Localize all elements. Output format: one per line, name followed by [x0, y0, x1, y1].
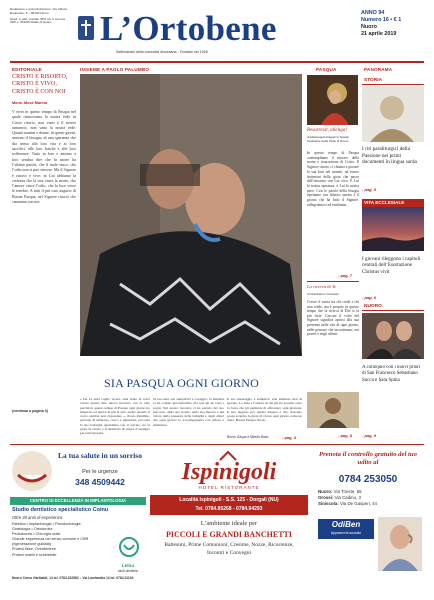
nuoro-page-ref: - pag. 9: [362, 433, 377, 438]
udito-nuoro-addr: Via Trieste, 65: [333, 489, 362, 494]
editorial-headline: CRISTO È RISORTO, CRISTO È VIVO, CRISTO È CON NOI: [12, 74, 68, 95]
service-item: Estetica • Implantologia • Parodontologia: [12, 522, 81, 526]
nuoro-header: NUORO: [362, 303, 424, 311]
hotel-name: Ispinigoli: [181, 459, 277, 485]
odiben-brand-sub: Apparecchi acustici: [330, 531, 362, 535]
ads-rule: [10, 444, 424, 445]
vita-page-ref: - pag. 6: [362, 295, 377, 300]
pasqua-section-tag: PASQUA: [316, 67, 337, 72]
coinu-logo: [114, 535, 144, 565]
implantology-banner: CENTRO DI ECCELLENZA IN IMPLANTOLOGIA: [10, 497, 146, 505]
smile-graphic: [10, 449, 54, 493]
pasqua-painting: [307, 75, 358, 125]
studio-services: [12, 522, 108, 574]
service-item: Pedodonzia • Chirurgia orale: [12, 532, 61, 537]
masthead-address: Redazione e amministrazione: Via Vittorio Emanuele, 8 – 08100 Nuoro: [10, 8, 68, 15]
masthead-info: [10, 8, 70, 34]
coinu-address: Nuoro Corso Garibaldi, 14 tel. 0784.232582 – Via Lombardia 14 tel. 0784.31134: [12, 576, 134, 580]
editorial-body: V errei in questo tempo di Pasqua nel quale rinnoviamo la nostra fede in Cristo risorto, non vano è il nostro annuncio, non vana la nostra fede. Quanti uomini e donne, in questi giorni, sentono il bisogno di una speranza che dia senso alla loro vita e ai loro sacrifici, alle loro fatiche e alle loro sofferenze. Tutto in loro e intorno a loro sembra dire che la morte ha l’ultima parola, che il male vince, che l’odio non si può vincere. Ma il Signore è risorto e vive: in Lui abbiamo la certezza che la vita vince la morte, che l’amore vince l’odio, che la luce vince le tenebre. A tutti il più caro augurio di Buona Pasqua, nel Signore risorto che cammina con noi.: [12, 109, 76, 205]
editorial-section-tag: EDITORIALE: [12, 67, 42, 72]
studio-sub: Oltre 30 anni di esperienza: [12, 515, 63, 520]
ricerca-byline: di Gianfranco Cubeddu: [307, 292, 339, 296]
editorial-continue: (continua a pagina 3): [12, 409, 48, 413]
hotel-location: Località Ispinigoli - S.S. 125 - Dorgali (NU): [179, 497, 279, 503]
issue-year: ANNO 94: [361, 10, 385, 16]
vita-image: [362, 207, 424, 251]
udito-phone: 0784 253050: [338, 474, 398, 485]
issue-info: [361, 10, 427, 54]
udito-siniscola-label: Siniscola:: [318, 501, 339, 506]
hotel-sub: HOTEL RISTORANTE: [198, 485, 260, 490]
vita-header: VITA ECCLESIALE: [362, 199, 424, 207]
hotel-ideal: L’ambiente ideale per: [200, 520, 258, 527]
odiben-logo: [318, 519, 374, 539]
udito-siniscola-addr: Via De Gasperi, 44: [339, 501, 378, 506]
center-col1: « Da 21 anni voglio vivere, anzi sento di voler vivere questo mio nuovo incontro con la vita, perché in questo tempo di Pasqua ogni giorno ho imparato ad amare di più la vita, anche quando il corpo sembra non rispondere ». Paolo Palumbo, giovane di Oristano, cuoco e musicista, racconta la sua battaglia quotidiana con il sorriso, tra la gioia di vivere e il desiderio di essere d’esempio per tanti giovani.: [80, 397, 150, 436]
hotel-banquets: PICCOLI E GRANDI BANCHETTI: [165, 530, 293, 539]
udito-orosei-addr: Via Cadinu, 3: [334, 495, 361, 500]
diocese-logo: [76, 14, 96, 42]
panorama-tag: PANORAMA: [364, 67, 393, 72]
dental-ad: [10, 447, 146, 595]
storia-header: STORIA: [362, 77, 424, 85]
masthead-subtitle: Settimanale della comunità diocesana - Fondato nel 1926: [116, 50, 208, 54]
center-page-ref: - pag. 3: [282, 435, 297, 440]
center-signature: Bruno Gaspa e Mirella Buttu: [227, 435, 269, 439]
service-item: Protesi mobili e scheletrati: [12, 552, 57, 557]
storia-text: I riti paraliturgici della Passione nei primi documenti in lingua sarda: [362, 146, 417, 166]
hearing-photo: [378, 517, 422, 571]
nuoro-image: [362, 313, 424, 359]
vita-text: I giovani rileggono i capitoli centrali dell’Esortazione Christus vivit: [362, 256, 421, 275]
masthead-title: L’Ortobene: [100, 10, 277, 48]
ricerca-headline: La ricerca di Te: [307, 284, 337, 289]
hotel-ad: [150, 447, 308, 595]
issue-number: Numero 16 • € 1: [361, 17, 402, 23]
storia-image: [362, 86, 424, 142]
pasqua-byline: di Mariangela Ragazzo Spada, fondatrice della Pietà di Nuoro: [307, 136, 350, 143]
studio-name: Studio dentistico specialistico Coinu: [12, 507, 109, 513]
center-section-tag: INSIEME A PAOLO PALUMBO: [80, 67, 150, 72]
hotel-events: Battesimi, Prime Comunioni, Cresime, Nozze, Ricorrenze, Incontri e Convegni: [164, 542, 294, 556]
nuoro-text: A colloquio con i nuovi priori di San Francesco Sebastiano Succu e Sara Spina: [362, 365, 421, 383]
udito-addresses: [318, 489, 422, 517]
pasqua-body: In questo tempo di Pasqua contempliamo il mistero della morte e risurrezione di Cristo. Il Signore risorto ci chiama a portare la sua luce nel mondo, ad essere testimoni della gioia che nasce dall’incontro con Lui vivo. È Lui la nostra speranza, è Lui la nostra pace. Con le parole della liturgia ripetiamo con fiducia: questo è il giorno che ha fatto il Signore, rallegriamoci ed esultiamo.: [307, 151, 359, 207]
pasqua-page-ref: - pag. 7: [338, 273, 353, 278]
salute-title: La tua salute in un sorriso: [58, 451, 142, 460]
udito-title: Prenota il controllo gratuito del tuo udito al: [319, 451, 417, 466]
odiben-brand: OdiBen: [331, 520, 361, 529]
udito-nuoro-label: Nuoro:: [318, 489, 333, 494]
salute-phone: 348 4509442: [75, 477, 125, 487]
pasqua-divider: [307, 281, 359, 282]
hotel-phone: Tel. 0784.95268 - 0784.94293: [195, 506, 263, 512]
paolo-palumbo-photo: [80, 74, 302, 356]
center-col3: Il suo messaggio è semplice: non smettere mai di sperare. La fede e l’amore di chi gli sta accanto sono la forza che gli permette di affrontare ogni giornata. Il suo augurio per questa Pasqua è che ciascuno possa scoprire la gioia di vivere ogni giorno come un dono. Buona Pasqua, Paolo.: [227, 397, 302, 423]
ricerca-page-ref: - pag. 8: [338, 433, 353, 438]
storia-page-ref: - pag. 5: [362, 187, 377, 192]
ricerca-photo: [307, 392, 359, 428]
service-item: Gnatologia • Ortodonzia: [12, 527, 53, 532]
pasqua-headline: Resurrexit, alleluja!: [307, 128, 348, 133]
udito-orosei-label: Orosei:: [318, 495, 334, 500]
center-col2: Si racconta con semplicità e coraggio: la malattia lo ha colpito giovanissimo, ma non gli ha tolto i sogni. Nel nostro incontro ci ha parlato del suo percorso, delle sue ricette, della sua musica e del valore della presenza della famiglia e degli amici che ogni giorno lo accompagnano con amore e dedizione.: [153, 397, 224, 427]
salute-urgenze: Per le urgenze: [82, 469, 118, 475]
masthead-postal: Sped. in abb. postale 45% art. 2 comma 20/b L. 662/96 Filiale di Nuoro: [10, 16, 66, 25]
hearing-ad: [312, 447, 424, 595]
center-headline: SIA PASQUA OGNI GIORNO: [104, 376, 259, 390]
issue-city: Nuoro: [361, 24, 377, 30]
editorial-byline: Mons. Mosè Marcia: [12, 101, 47, 105]
hotel-location-bar: [150, 495, 308, 515]
service-item: Grande esperienza nel senso comune e CBR (rigenerazione guidata): [12, 537, 89, 547]
ricerca-body: Cresce il vuoto tra chi crede e chi non crede, ma è proprio in questo tempo che la ricerca di Dio si fa più forte. Cercare il volto del Signore significa aprirsi alla sua presenza nella vita di ogni giorno, nelle persone che incontriamo, nei poveri e negli ultimi.: [307, 300, 359, 337]
service-item: Protesi fisse, Overdenture: [12, 547, 56, 552]
masthead-rule: [10, 61, 424, 63]
coinu-brand: Lelnu: [121, 563, 135, 568]
coinu-brand-sub: studi dentistici: [117, 569, 139, 573]
issue-date: 21 aprile 2019: [361, 31, 397, 37]
